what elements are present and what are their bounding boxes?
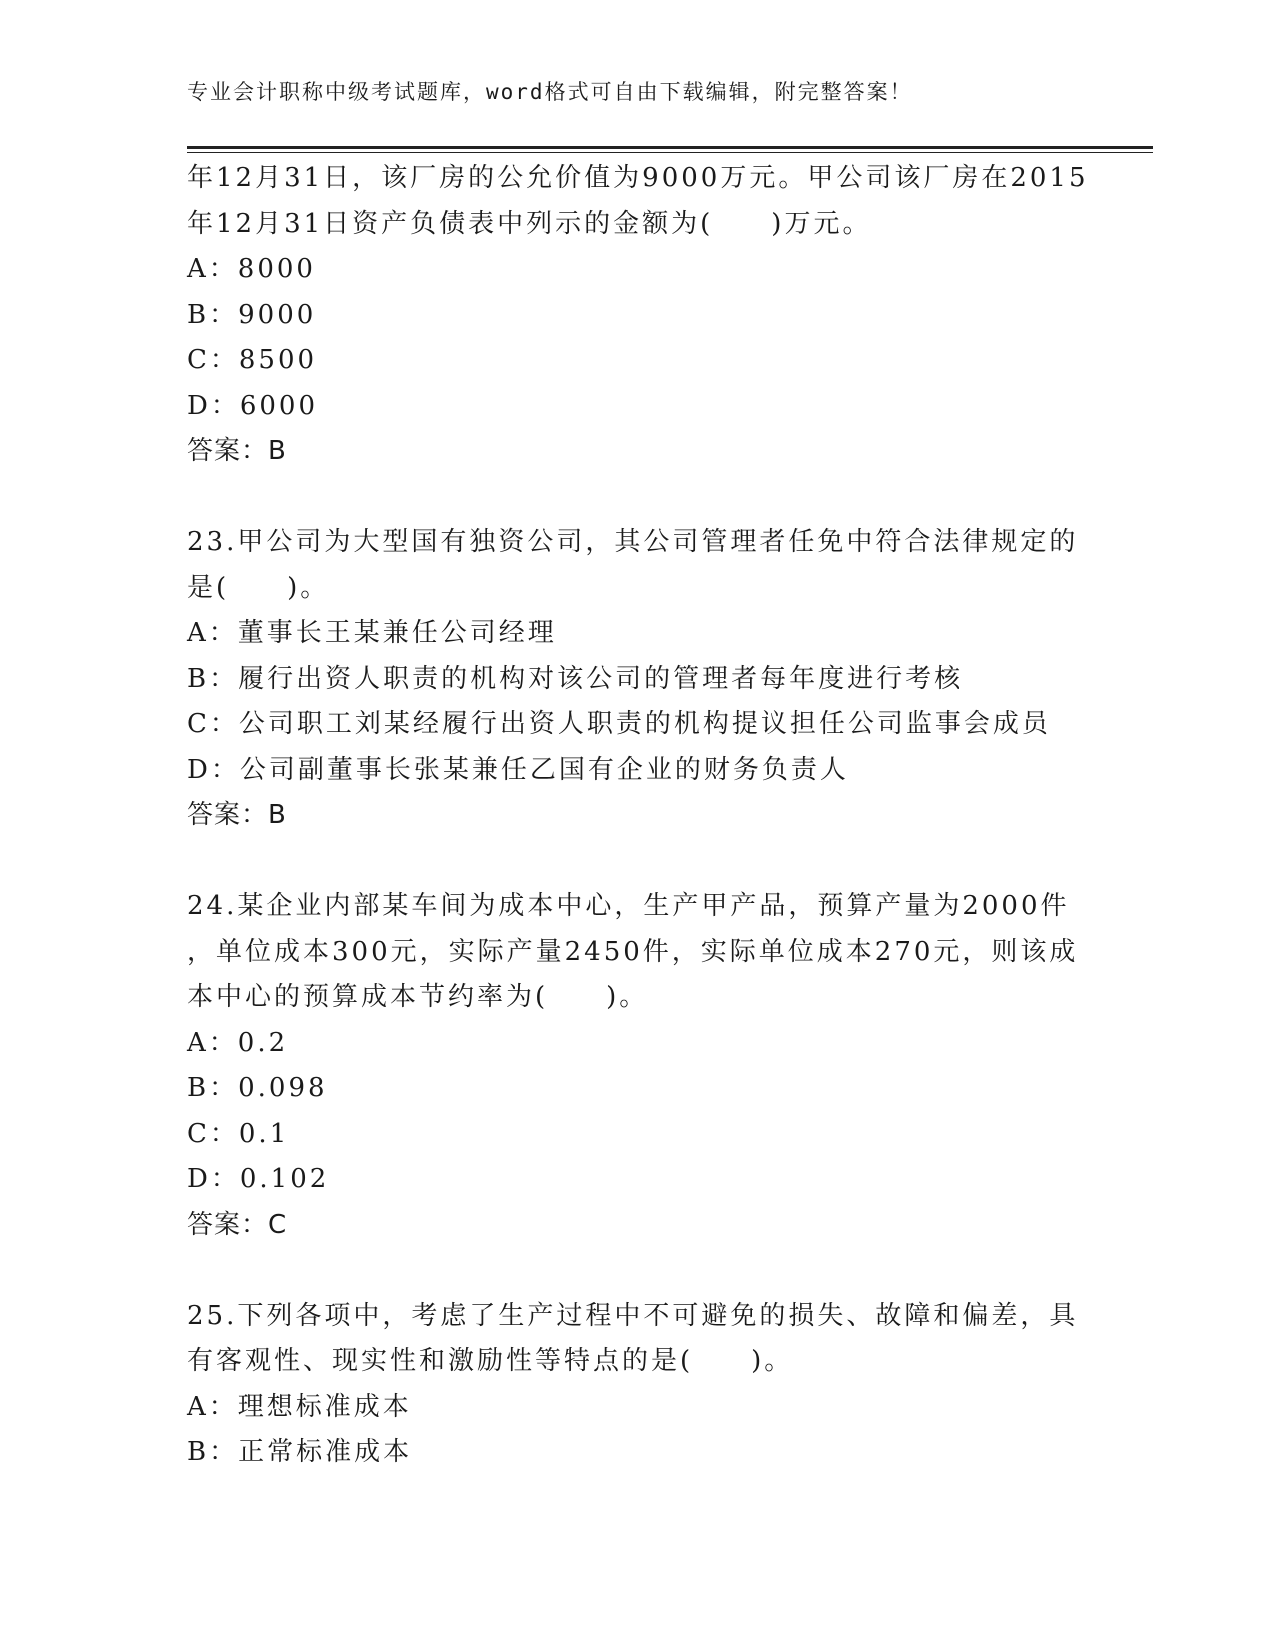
option-b: B：0.098: [187, 1073, 328, 1103]
option-a: A：董事长王某兼任公司经理: [187, 618, 557, 648]
question-24: [187, 884, 1087, 1248]
option-b: B：履行出资人职责的机构对该公司的管理者每年度进行考核: [187, 663, 964, 694]
question-stem-line: 有客观性、现实性和激励性等特点的是( )。: [187, 1346, 794, 1376]
answer-label: 答案：B: [187, 436, 287, 466]
spacer: [187, 839, 1087, 885]
answer-label: 答案：B: [187, 800, 287, 830]
question-stem-line: 23.甲公司为大型国有独资公司，其公司管理者任免中符合法律规定的: [187, 527, 1079, 557]
option-c: C：8500: [187, 345, 318, 375]
question-stem-line: 本中心的预算成本节约率为( )。: [187, 982, 649, 1012]
option-b: B：9000: [187, 299, 317, 330]
question-25: [187, 1294, 1087, 1476]
spacer: [187, 1248, 1087, 1294]
question-stem-line: 年12月31日资产负债表中列示的金额为( )万元。: [187, 208, 872, 239]
answer-label: 答案：C: [187, 1209, 288, 1240]
question-stem-line: 是( )。: [187, 572, 330, 603]
option-b: B：正常标准成本: [187, 1437, 413, 1467]
option-c: C：0.1: [187, 1118, 290, 1149]
option-a: A：理想标准成本: [187, 1391, 412, 1422]
question-list: [187, 156, 1087, 1476]
option-a: A：0.2: [187, 1027, 289, 1058]
question-23: [187, 520, 1087, 839]
option-d: D：6000: [187, 390, 319, 421]
page-header: 专业会计职称中级考试题库，word格式可自由下载编辑，附完整答案！: [187, 80, 913, 104]
question-stem-line: 24.某企业内部某车间为成本中心，生产甲产品，预算产量为2000件: [187, 891, 1070, 921]
header-rule-thin: [187, 152, 1153, 153]
option-d: D：公司副董事长张某兼任乙国有企业的财务负责人: [187, 754, 849, 785]
option-d: D：0.102: [187, 1164, 330, 1194]
question-stem-line: ，单位成本300元，实际产量2450件，实际单位成本270元，则该成: [187, 936, 1079, 967]
spacer: [187, 475, 1087, 521]
question-stem-line: 年12月31日，该厂房的公允价值为9000万元。甲公司该厂房在2015: [187, 163, 1089, 193]
question-22: [187, 156, 1087, 475]
header-rule-thick: [187, 146, 1153, 149]
question-stem-line: 25.下列各项中，考虑了生产过程中不可避免的损失、故障和偏差，具: [187, 1300, 1079, 1331]
option-a: A：8000: [187, 254, 316, 284]
option-c: C：公司职工刘某经履行出资人职责的机构提议担任公司监事会成员: [187, 709, 1051, 739]
